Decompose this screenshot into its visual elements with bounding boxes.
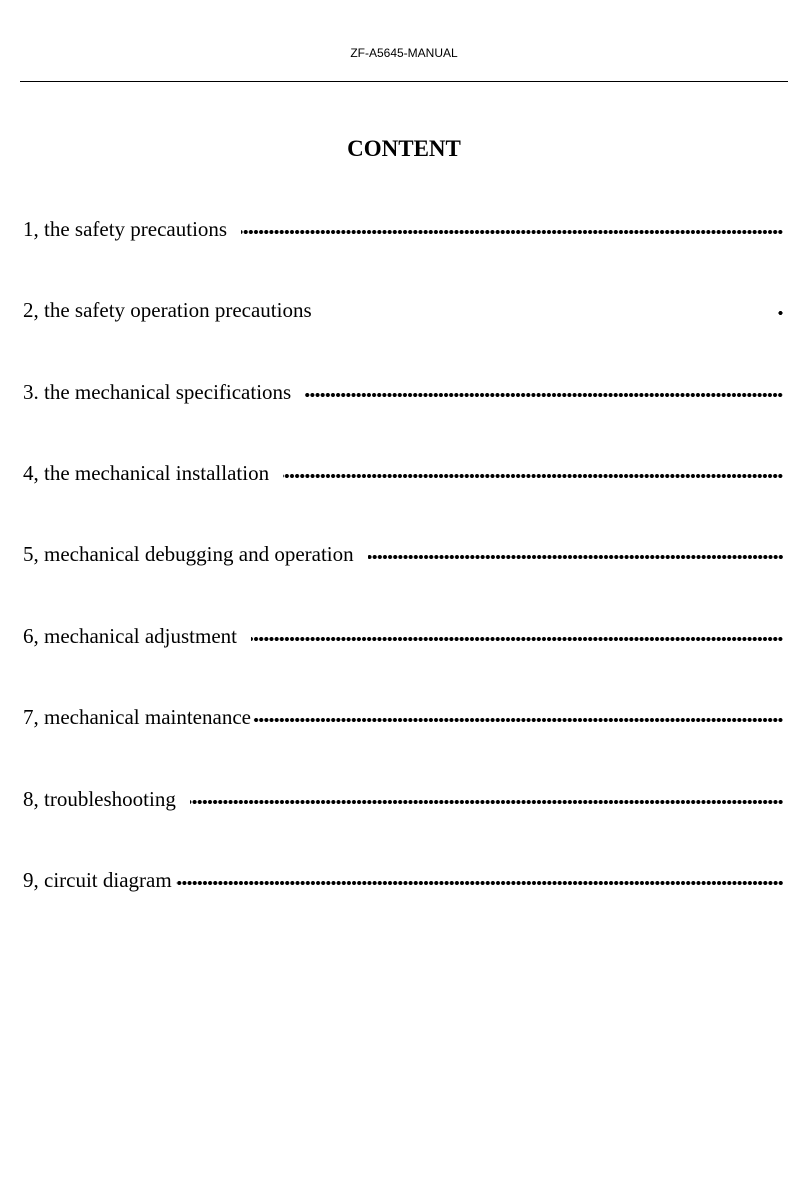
toc-entry-troubleshooting[interactable] — [23, 787, 783, 817]
toc-entry-label: 2, the safety operation precautions — [23, 298, 312, 322]
dot-leader — [283, 474, 783, 478]
toc-entry-label: 7, mechanical maintenance — [23, 705, 251, 729]
dot-leader — [190, 800, 783, 804]
toc-entry-label: 3. the mechanical specifications — [23, 380, 292, 404]
toc-entry-label: 6, mechanical adjustment — [23, 624, 238, 648]
dot-leader — [305, 393, 783, 397]
toc-entry-mechanical-specifications[interactable] — [23, 380, 783, 410]
dot-leader — [251, 637, 783, 641]
toc-entry-label: 9, circuit diagram — [23, 868, 172, 892]
toc-entry-mechanical-maintenance[interactable] — [23, 705, 783, 735]
dot-leader — [368, 555, 783, 559]
toc-entry-label: 4, the mechanical installation — [23, 461, 270, 485]
dot-leader — [176, 881, 783, 885]
toc-entry-safety-operation-precautions[interactable] — [23, 298, 783, 328]
page-header: ZF-A5645-MANUAL — [350, 46, 458, 60]
toc-entry-mechanical-adjustment[interactable] — [23, 624, 783, 654]
toc-entry-label: 1, the safety precautions — [23, 217, 228, 241]
header-divider — [20, 81, 788, 82]
toc-entry-label: 5, mechanical debugging and operation — [23, 542, 354, 566]
dot-leader — [241, 230, 783, 234]
toc-entry-safety-precautions[interactable] — [23, 217, 783, 247]
toc-entry-circuit-diagram[interactable] — [23, 868, 783, 898]
toc-entry-debugging-and-operation[interactable] — [23, 542, 783, 572]
page-title: CONTENT — [347, 136, 461, 161]
dot-leader — [778, 311, 783, 315]
toc-entry-label: 8, troubleshooting — [23, 787, 176, 811]
toc-entry-mechanical-installation[interactable] — [23, 461, 783, 491]
dot-leader — [253, 718, 783, 722]
